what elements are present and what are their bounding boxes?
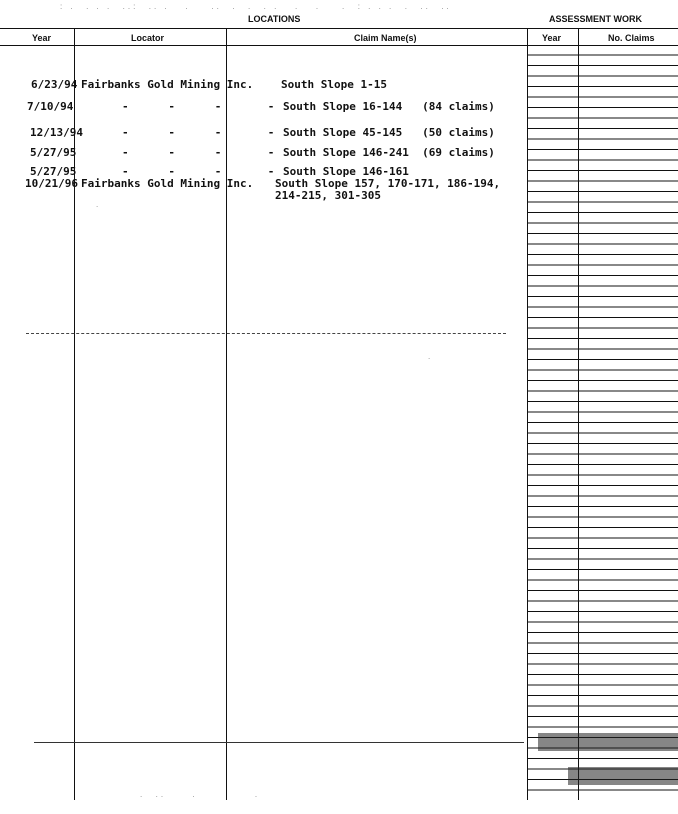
col-divider-year xyxy=(74,28,75,800)
row-date: 5/27/95 xyxy=(30,146,77,159)
row-claim: South Slope 45-145 (50 claims) xyxy=(283,126,495,139)
row-claim-continued: 214-215, 301-305 xyxy=(275,189,381,202)
header-top-rule xyxy=(0,28,678,29)
row-claim: South Slope 16-144 (84 claims) xyxy=(283,100,495,113)
col-year-header: Year xyxy=(32,33,52,43)
col-claim-names-header: Claim Name(s) xyxy=(354,33,417,43)
scan-noise-top: : . . . . ..: .. . . .. . . . . . . . : . . . . .. .. xyxy=(60,2,452,11)
row-date: 12/13/94 xyxy=(30,126,83,139)
scan-artifact-line xyxy=(34,742,524,744)
row-claim: South Slope 146-161 xyxy=(283,165,409,178)
assessment-work-header: ASSESSMENT WORK xyxy=(549,14,643,24)
row-date: 7/10/94 xyxy=(27,100,74,113)
row-locator: Fairbanks Gold Mining Inc. xyxy=(81,177,254,190)
locations-header: LOCATIONS xyxy=(248,14,301,24)
scan-artifact-line xyxy=(26,333,506,335)
row-date: 5/27/95 xyxy=(30,165,77,178)
row-claim: South Slope 146-241 (69 claims) xyxy=(283,146,495,159)
row-date: 6/23/94 xyxy=(31,78,78,91)
scan-smudge xyxy=(568,767,678,785)
row-claim: South Slope 1-15 xyxy=(281,78,387,91)
scan-smudge xyxy=(538,733,678,751)
row-locator: Fairbanks Gold Mining Inc. xyxy=(81,78,254,91)
row-claim: South Slope 157, 170-171, 186-194, xyxy=(275,177,501,190)
assessment-grid xyxy=(528,45,678,800)
col-divider-locator xyxy=(226,28,227,800)
scan-noise-bottom: . .. . . xyxy=(140,790,261,799)
col-aw-no-claims-header: No. Claims xyxy=(608,33,655,43)
row-locator: - - - - xyxy=(122,100,275,113)
scan-noise-left: . xyxy=(96,200,102,209)
scan-noise-mid: . xyxy=(428,352,434,361)
row-date: 10/21/96 xyxy=(25,177,78,190)
row-locator: - - - - xyxy=(122,126,275,139)
col-locator-header: Locator xyxy=(131,33,165,43)
col-aw-year-header: Year xyxy=(542,33,562,43)
row-locator: - - - - xyxy=(122,146,275,159)
row-locator: - - - - xyxy=(122,165,275,178)
